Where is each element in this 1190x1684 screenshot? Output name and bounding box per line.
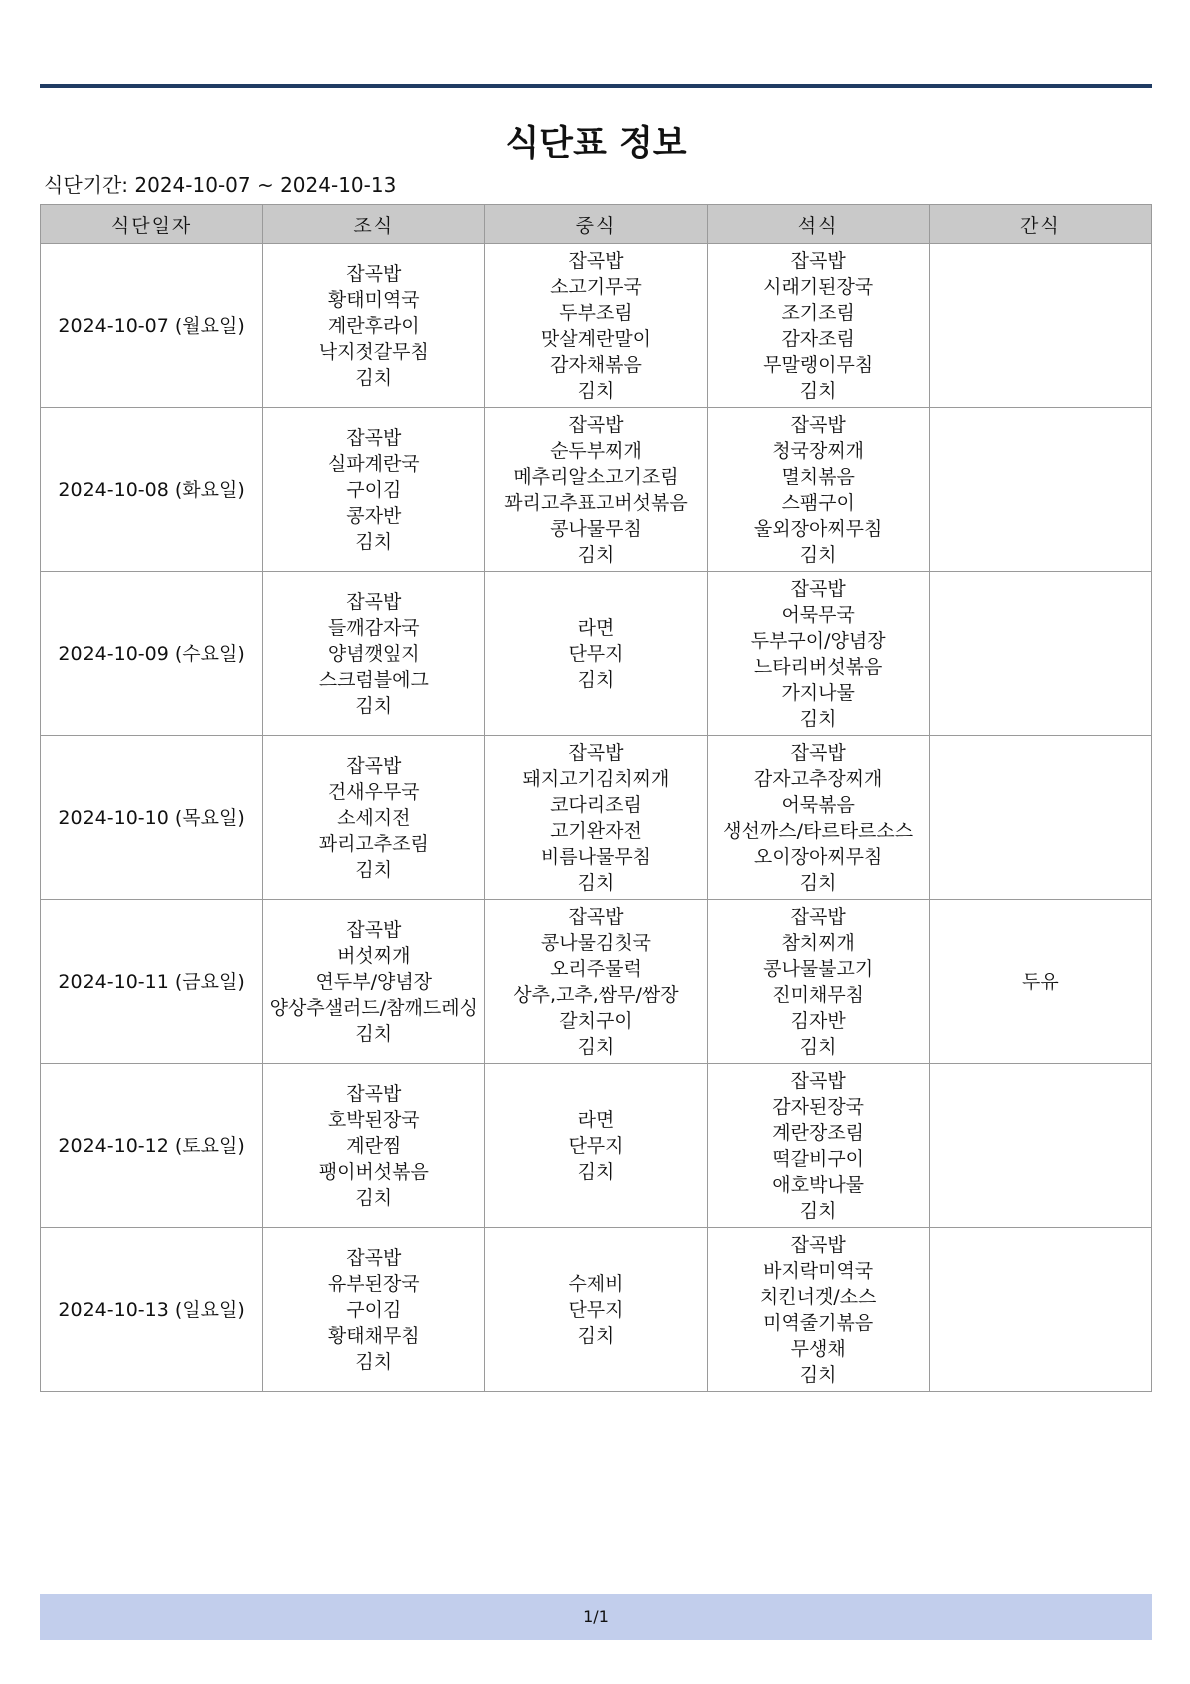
header-date: 식단일자 <box>41 205 263 244</box>
breakfast-cell <box>263 1064 485 1228</box>
menu-item: 김치 <box>577 1035 615 1058</box>
menu-item: 잡곡밥 <box>346 262 402 285</box>
menu-item: 꽈리고추표고버섯볶음 <box>504 491 688 514</box>
menu-item: 잡곡밥 <box>568 905 624 928</box>
menu-item: 콩나물불고기 <box>763 957 874 980</box>
menu-item: 단무지 <box>568 1134 624 1157</box>
menu-item: 황태채무침 <box>327 1324 420 1347</box>
date-cell: 2024-10-09 (수요일) <box>41 572 263 736</box>
dinner-cell <box>707 1064 929 1228</box>
menu-item: 잡곡밥 <box>346 1082 402 1105</box>
menu-item: 오리주물럭 <box>550 957 642 980</box>
menu-item: 떡갈비구이 <box>772 1147 865 1170</box>
menu-item: 잡곡밥 <box>346 1246 402 1269</box>
menu-item: 잡곡밥 <box>790 1233 846 1256</box>
breakfast-cell <box>263 408 485 572</box>
menu-item: 감자조림 <box>781 327 855 350</box>
date-cell: 2024-10-07 (월요일) <box>41 244 263 408</box>
page-title: 식단표 정보 <box>505 124 687 164</box>
lunch-cell <box>485 408 707 572</box>
lunch-cell <box>485 244 707 408</box>
menu-item: 잡곡밥 <box>790 905 846 928</box>
menu-item: 울외장아찌무침 <box>753 517 883 540</box>
snack-cell <box>929 1064 1151 1228</box>
meal-table <box>40 204 1152 1392</box>
menu-item: 애호박나물 <box>772 1173 865 1196</box>
menu-item: 낙지젓갈무침 <box>318 340 429 363</box>
menu-item: 무생채 <box>790 1337 846 1360</box>
menu-item: 상추,고추,쌈무/쌈장 <box>513 983 679 1006</box>
menu-item: 코다리조림 <box>550 793 642 816</box>
menu-item: 두유 <box>1022 970 1059 993</box>
menu-item: 김치 <box>355 1350 393 1373</box>
menu-item: 건새우무국 <box>327 780 420 803</box>
menu-item: 두부구이/양념장 <box>750 629 886 652</box>
menu-item: 잡곡밥 <box>346 754 402 777</box>
menu-item: 김치 <box>799 379 837 402</box>
date-cell: 2024-10-12 (토요일) <box>41 1064 263 1228</box>
menu-item: 잡곡밥 <box>346 590 402 613</box>
lunch-cell <box>485 1064 707 1228</box>
menu-item: 오이장아찌무침 <box>753 845 883 868</box>
breakfast-cell <box>263 900 485 1064</box>
menu-item: 잡곡밥 <box>790 741 846 764</box>
menu-item: 잡곡밥 <box>790 249 846 272</box>
menu-item: 감자고추장찌개 <box>753 767 883 790</box>
page-number: 1/1 <box>583 1607 609 1626</box>
menu-item: 계란후라이 <box>327 314 420 337</box>
dinner-cell <box>707 900 929 1064</box>
menu-item: 팽이버섯볶음 <box>318 1160 429 1183</box>
menu-item: 김치 <box>577 668 615 691</box>
menu-item: 잡곡밥 <box>790 577 846 600</box>
date-cell: 2024-10-11 (금요일) <box>41 900 263 1064</box>
menu-item: 연두부/양념장 <box>315 970 433 993</box>
menu-item: 스팸구이 <box>781 491 855 514</box>
table-row <box>41 1228 1152 1392</box>
dinner-cell <box>707 1228 929 1392</box>
menu-item: 감자채볶음 <box>550 353 642 376</box>
menu-item: 돼지고기김치찌개 <box>522 767 670 790</box>
menu-item: 김치 <box>799 1035 837 1058</box>
date-cell: 2024-10-10 (목요일) <box>41 736 263 900</box>
menu-item: 멸치볶음 <box>781 465 855 488</box>
menu-item: 김치 <box>577 1160 615 1183</box>
menu-item: 김치 <box>799 543 837 566</box>
menu-item: 실파계란국 <box>327 452 420 475</box>
menu-item: 김치 <box>355 1022 393 1045</box>
menu-item: 유부된장국 <box>327 1272 420 1295</box>
menu-item: 미역줄기볶음 <box>763 1311 874 1334</box>
menu-item: 시래기된장국 <box>763 275 874 298</box>
menu-item: 어묵볶음 <box>781 793 855 816</box>
header-dinner: 석식 <box>707 205 929 244</box>
menu-item: 진미채무침 <box>772 983 865 1006</box>
menu-item: 고기완자전 <box>550 819 642 842</box>
top-divider <box>40 84 1152 88</box>
breakfast-cell <box>263 244 485 408</box>
table-row <box>41 900 1152 1064</box>
menu-item: 가지나물 <box>781 681 855 704</box>
dinner-cell <box>707 736 929 900</box>
table-row <box>41 736 1152 900</box>
menu-item: 김치 <box>799 1199 837 1222</box>
dinner-cell <box>707 572 929 736</box>
snack-cell <box>929 900 1151 1064</box>
menu-item: 수제비 <box>568 1272 624 1295</box>
menu-item: 단무지 <box>568 1298 624 1321</box>
menu-item: 바지락미역국 <box>763 1259 874 1282</box>
menu-item: 라면 <box>577 1108 615 1131</box>
table-row <box>41 244 1152 408</box>
menu-item: 김치 <box>355 1186 393 1209</box>
menu-item: 치킨너겟/소스 <box>759 1285 877 1308</box>
menu-item: 잡곡밥 <box>790 413 846 436</box>
snack-cell <box>929 572 1151 736</box>
menu-item: 잡곡밥 <box>568 741 624 764</box>
menu-item: 생선까스/타르타르소스 <box>723 819 914 842</box>
header-breakfast: 조식 <box>263 205 485 244</box>
header-lunch: 중식 <box>485 205 707 244</box>
menu-item: 소세지전 <box>337 806 411 829</box>
menu-item: 황태미역국 <box>327 288 420 311</box>
lunch-cell <box>485 900 707 1064</box>
menu-item: 맛살계란말이 <box>540 327 652 350</box>
menu-item: 순두부찌개 <box>550 439 642 462</box>
menu-item: 잡곡밥 <box>790 1069 846 1092</box>
snack-cell <box>929 736 1151 900</box>
breakfast-cell <box>263 736 485 900</box>
menu-item: 김치 <box>577 1324 615 1347</box>
menu-item: 김치 <box>577 543 615 566</box>
menu-item: 소고기무국 <box>550 275 642 298</box>
menu-item: 감자된장국 <box>772 1095 865 1118</box>
menu-item: 잡곡밥 <box>346 426 402 449</box>
menu-item: 김자반 <box>790 1009 846 1032</box>
menu-item: 김치 <box>355 530 393 553</box>
snack-cell <box>929 244 1151 408</box>
menu-item: 김치 <box>577 871 615 894</box>
lunch-cell <box>485 1228 707 1392</box>
menu-item: 갈치구이 <box>559 1009 633 1032</box>
menu-item: 콩자반 <box>346 504 402 527</box>
date-cell: 2024-10-08 (화요일) <box>41 408 263 572</box>
menu-item: 김치 <box>799 1363 837 1386</box>
menu-item: 라면 <box>577 616 615 639</box>
menu-item: 잡곡밥 <box>568 413 624 436</box>
menu-item: 김치 <box>799 707 837 730</box>
menu-item: 김치 <box>577 379 615 402</box>
breakfast-cell <box>263 1228 485 1392</box>
snack-cell <box>929 408 1151 572</box>
menu-item: 두부조림 <box>559 301 633 324</box>
menu-item: 스크럼블에그 <box>318 668 429 691</box>
table-row <box>41 1064 1152 1228</box>
menu-item: 어묵무국 <box>781 603 855 626</box>
table-body <box>41 244 1152 1392</box>
snack-cell <box>929 1228 1151 1392</box>
menu-item: 단무지 <box>568 642 624 665</box>
dinner-cell <box>707 244 929 408</box>
menu-item: 비름나물무침 <box>540 845 652 868</box>
meal-period: 식단기간: 2024-10-07 ~ 2024-10-13 <box>44 173 397 197</box>
menu-item: 김치 <box>355 694 393 717</box>
table-row <box>41 408 1152 572</box>
menu-item: 호박된장국 <box>327 1108 420 1131</box>
menu-item: 김치 <box>355 858 393 881</box>
header-snack: 간식 <box>929 205 1151 244</box>
breakfast-cell <box>263 572 485 736</box>
menu-item: 참치찌개 <box>781 931 855 954</box>
date-cell: 2024-10-13 (일요일) <box>41 1228 263 1392</box>
menu-item: 들깨감자국 <box>327 616 420 639</box>
menu-item: 구이김 <box>346 1298 402 1321</box>
dinner-cell <box>707 408 929 572</box>
menu-item: 양상추샐러드/참깨드레싱 <box>269 996 478 1019</box>
table-header-row <box>41 205 1152 244</box>
page-footer <box>40 1594 1152 1640</box>
table-row <box>41 572 1152 736</box>
menu-item: 양념깻잎지 <box>327 642 420 665</box>
menu-item: 무말랭이무침 <box>763 353 874 376</box>
menu-item: 버섯찌개 <box>337 944 411 967</box>
menu-item: 구이김 <box>346 478 402 501</box>
menu-item: 조기조림 <box>781 301 855 324</box>
menu-item: 김치 <box>355 366 393 389</box>
menu-item: 느타리버섯볶음 <box>753 655 883 678</box>
menu-item: 콩나물김칫국 <box>540 931 652 954</box>
menu-item: 김치 <box>799 871 837 894</box>
menu-item: 콩나물무침 <box>550 517 642 540</box>
menu-item: 잡곡밥 <box>346 918 402 941</box>
menu-item: 청국장찌개 <box>772 439 865 462</box>
lunch-cell <box>485 736 707 900</box>
lunch-cell <box>485 572 707 736</box>
menu-item: 계란찜 <box>346 1134 402 1157</box>
menu-item: 잡곡밥 <box>568 249 624 272</box>
menu-item: 메추리알소고기조림 <box>513 465 679 488</box>
menu-item: 계란장조림 <box>772 1121 865 1144</box>
menu-item: 꽈리고추조림 <box>318 832 429 855</box>
